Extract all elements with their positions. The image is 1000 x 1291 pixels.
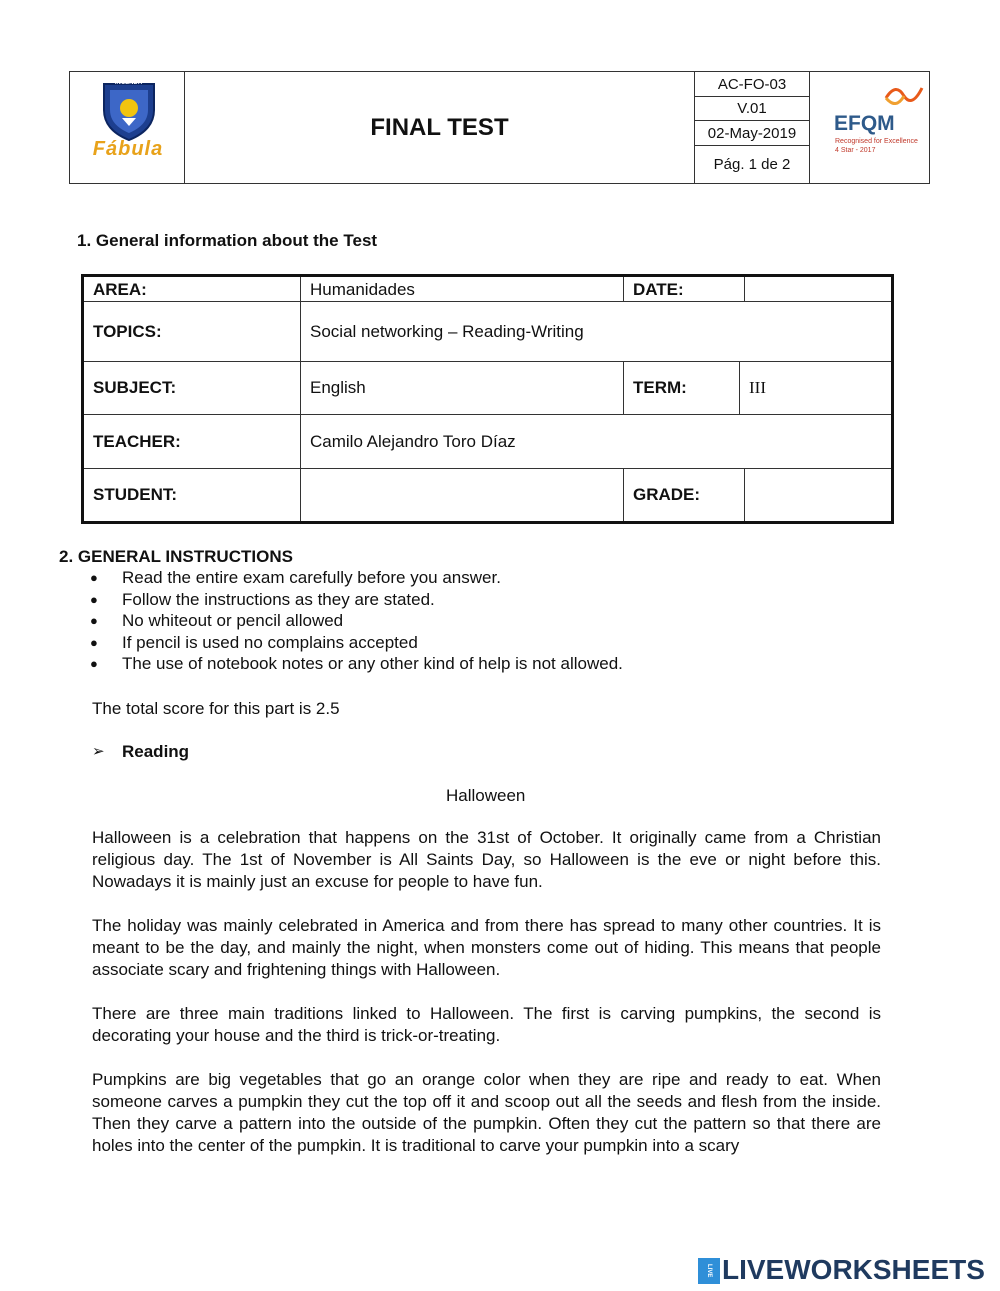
student-field[interactable] xyxy=(301,469,623,521)
liveworksheets-logo: LIVEWORKSHEETS xyxy=(722,1254,985,1285)
doc-code: AC-FO-03 xyxy=(695,72,809,97)
grade-field[interactable] xyxy=(745,469,891,521)
reading-heading: Reading xyxy=(122,742,190,761)
area-label: AREA: xyxy=(93,279,147,299)
efqm-caption: Recognised for Excellence xyxy=(835,138,918,145)
school-logo-cell xyxy=(70,72,185,183)
reading-title: Halloween xyxy=(446,786,526,805)
doc-page: Pág. 1 de 2 xyxy=(713,156,791,173)
section-1-heading: 1. General information about the Test xyxy=(77,231,378,250)
teacher-label: TEACHER: xyxy=(93,431,181,451)
efqm-logo-cell xyxy=(810,72,930,183)
reading-arrow-icon: ➢ xyxy=(92,743,105,760)
subject-value: English xyxy=(310,378,366,397)
doc-date: 02-May-2019 xyxy=(695,121,809,146)
page-title: FINAL TEST xyxy=(370,113,509,141)
general-info-table xyxy=(81,274,894,524)
efqm-logo-text: EFQM xyxy=(834,112,895,135)
grade-label: GRADE: xyxy=(633,485,701,504)
document-code-column xyxy=(694,72,810,183)
document-header xyxy=(69,71,930,184)
score-text: The total score for this part is 2.5 xyxy=(92,699,340,718)
date-field[interactable] xyxy=(745,277,891,302)
list-item: ● Read the entire exam carefully before you answer. xyxy=(90,567,890,589)
reading-paragraph: The holiday was mainly celebrated in America and from there has spread to many other countries. It is meant to be the day, and mainly the night, when monsters come out of hiding. This means that people associate scary and frightening things with Halloween. xyxy=(92,916,881,979)
topics-label: TOPICS: xyxy=(93,321,162,341)
efqm-mark-icon xyxy=(882,82,926,108)
topics-value: Social networking – Reading-Writing xyxy=(310,321,584,341)
list-item: ● Follow the instructions as they are stated. xyxy=(90,589,890,611)
instructions-list xyxy=(90,567,890,675)
section-2-heading: 2. GENERAL INSTRUCTIONS xyxy=(59,547,293,566)
reading-paragraph: There are three main traditions linked to Halloween. The first is carving pumpkins, the second is decorating your house and the third is trick-or-treating. xyxy=(92,1004,881,1045)
school-logo-text: INCENDIT xyxy=(114,80,144,86)
efqm-sub-caption: 4 Star - 2017 xyxy=(835,147,876,154)
area-value: Humanidades xyxy=(310,279,415,299)
list-item: ● If pencil is used no complains accepted xyxy=(90,632,890,654)
list-item: ● No whiteout or pencil allowed xyxy=(90,610,890,632)
reading-passage xyxy=(92,827,881,1157)
date-label: DATE: xyxy=(633,279,684,299)
student-label: STUDENT: xyxy=(93,485,178,504)
term-value: III xyxy=(749,378,766,397)
doc-version: V.01 xyxy=(695,97,809,121)
list-item: ● The use of notebook notes or any other kind of help is not allowed. xyxy=(90,653,890,675)
school-shield-logo xyxy=(100,78,158,142)
subject-label: SUBJECT: xyxy=(93,378,177,397)
liveworksheets-badge: LIVE xyxy=(698,1258,720,1284)
reading-paragraph: Halloween is a celebration that happens on the 31st of October. It originally came from a Christian religious day. The 1st of November is All Saints Day, so Halloween is the eve or night before this. Nowadays it is mainly just an excuse for people to have fun. xyxy=(92,828,881,891)
teacher-value: Camilo Alejandro Toro Díaz xyxy=(310,431,516,451)
term-label: TERM: xyxy=(633,378,687,397)
fabula-logo: Fábula xyxy=(92,138,164,160)
reading-paragraph: Pumpkins are big vegetables that go an orange color when they are ripe and ready to eat. When someone carves a pumpkin they cut the top off it and scoop out all the seeds and flesh from the inside. Then they carve a pattern into the outside of the pumpkin. Often they cut the pattern so that there are holes into the center of the pumpkin. It is traditional to carve your pumpkin into a scary xyxy=(92,1070,881,1155)
